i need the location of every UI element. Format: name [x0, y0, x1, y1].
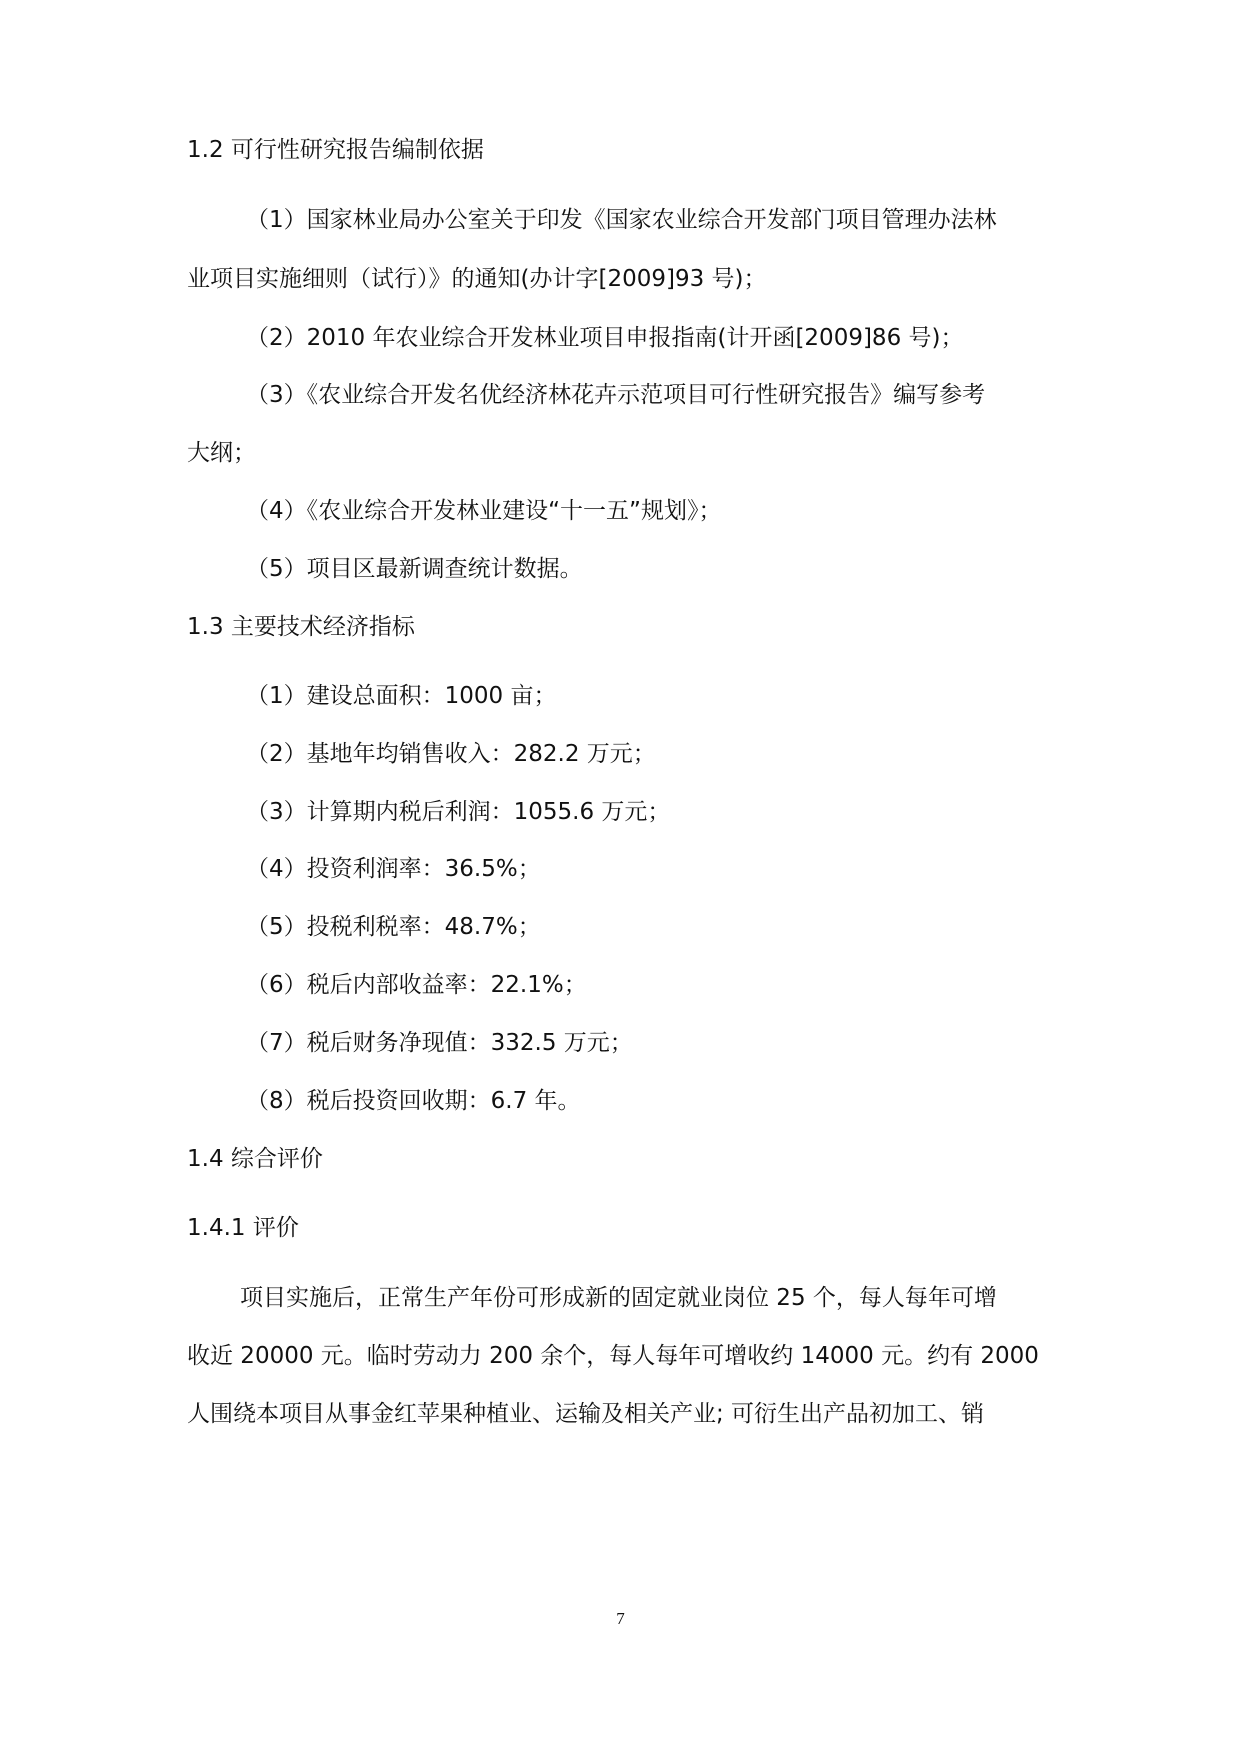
basis-item-3-line-2: 大纲； — [187, 440, 256, 466]
section-heading-1-3: 1.3 主要技术经济指标 — [187, 614, 415, 640]
indicator-item-8: （8）税后投资回收期：6.7 年。 — [246, 1088, 581, 1114]
indicator-item-7: （7）税后财务净现值：332.5 万元； — [246, 1030, 633, 1056]
evaluation-paragraph-line-1: 项目实施后，正常生产年份可形成新的固定就业岗位 25 个，每人每年可增 — [240, 1285, 997, 1311]
page-number: 7 — [616, 1609, 625, 1628]
section-heading-1-2: 1.2 可行性研究报告编制依据 — [187, 137, 484, 163]
indicator-item-4: （4）投资利润率：36.5%； — [246, 856, 541, 882]
indicator-item-5: （5）投税利税率：48.7%； — [246, 914, 541, 940]
basis-item-1-line-1: （1）国家林业局办公室关于印发《国家农业综合开发部门项目管理办法林 — [246, 207, 997, 233]
indicator-item-6: （6）税后内部收益率：22.1%； — [246, 972, 587, 998]
section-heading-1-4: 1.4 综合评价 — [187, 1146, 323, 1172]
subsection-heading-1-4-1: 1.4.1 评价 — [187, 1215, 299, 1241]
basis-item-5: （5）项目区最新调查统计数据。 — [246, 556, 583, 582]
basis-item-3-line-1: （3）《农业综合开发名优经济林花卉示范项目可行性研究报告》编写参考 — [246, 382, 986, 408]
indicator-item-1: （1）建设总面积：1000 亩； — [246, 683, 557, 709]
basis-item-2: （2）2010 年农业综合开发林业项目申报指南(计开函[2009]86 号)； — [246, 325, 964, 351]
basis-item-1-line-2: 业项目实施细则（试行）》的通知(办计字[2009]93 号)； — [187, 266, 767, 292]
evaluation-paragraph-line-2: 收近 20000 元。临时劳动力 200 余个，每人每年可增收约 14000 元。约有 2000 — [187, 1343, 1039, 1369]
indicator-item-3: （3）计算期内税后利润：1055.6 万元； — [246, 799, 671, 825]
evaluation-paragraph-line-3: 人围绕本项目从事金红苹果种植业、运输及相关产业; 可衍生出产品初加工、销 — [187, 1401, 985, 1427]
basis-item-4: （4）《农业综合开发林业建设“十一五”规划》； — [246, 498, 722, 524]
indicator-item-2: （2）基地年均销售收入：282.2 万元； — [246, 741, 656, 767]
